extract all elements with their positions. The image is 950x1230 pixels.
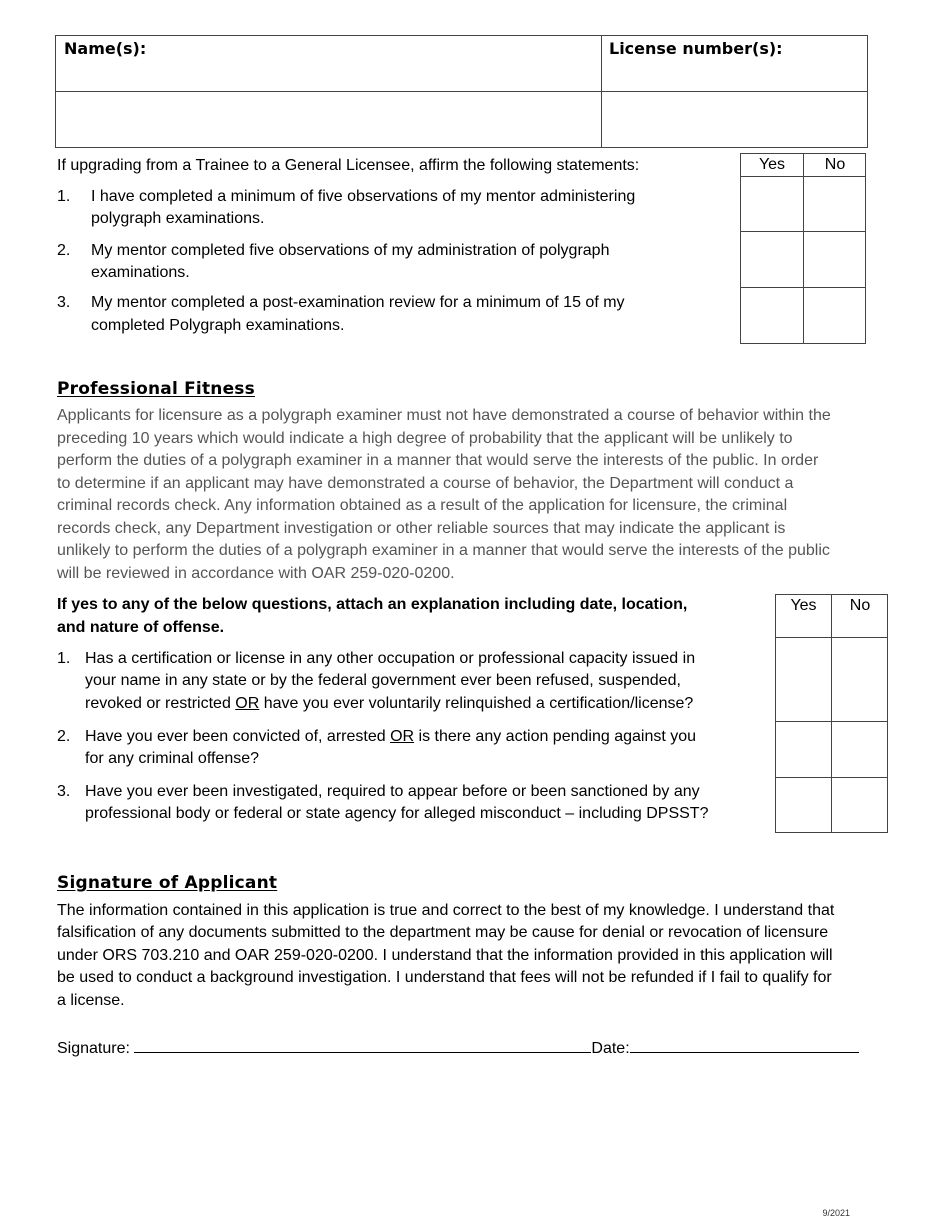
signature-section-title: Signature of Applicant — [57, 873, 278, 893]
question-2-text: for any criminal offense? — [85, 750, 260, 767]
license-label: License number(s): — [609, 39, 783, 58]
fitness-yes-no-grid — [775, 594, 888, 833]
upgrade-item-text: examinations. — [91, 264, 190, 281]
upgrade-item-number: 1. — [57, 188, 71, 205]
signature-paragraph-line: under ORS 703.210 and OAR 259-020-0200. I understand that the information provided in this application will — [57, 947, 833, 964]
professional-fitness-title: Professional Fitness — [57, 379, 255, 399]
signature-paragraph-line: a license. — [57, 992, 125, 1009]
question-1-no-box[interactable] — [832, 638, 888, 721]
question-number: 2. — [57, 728, 71, 745]
upgrade-1-yes-box[interactable] — [741, 177, 803, 231]
signature-row — [57, 1036, 859, 1059]
no-header: No — [849, 597, 871, 614]
header-table — [55, 35, 868, 148]
question-3-text: professional body or federal or state agency for alleged misconduct – including DPSST? — [85, 805, 709, 822]
question-text-part: is there any action pending against you — [414, 728, 697, 745]
question-1-text — [85, 694, 693, 714]
fitness-paragraph-line: criminal records check. Any information obtained as a result of the application for licensure, the criminal — [57, 497, 788, 514]
question-text-part: revoked or restricted — [85, 695, 236, 712]
fitness-paragraph-line: unlikely to perform the duties of a polygraph examiner in a manner that would serve the interests of the public — [57, 542, 830, 559]
revision-date: 9/2021 — [822, 1208, 850, 1218]
upgrade-2-yes-box[interactable] — [741, 232, 803, 287]
question-1-yes-box[interactable] — [776, 638, 831, 721]
question-2-yes-box[interactable] — [776, 722, 831, 777]
signature-paragraph-line: The information contained in this application is true and correct to the best of my knowledge. I understand that — [57, 902, 835, 919]
license-number-field[interactable] — [602, 92, 868, 148]
fitness-instruction: If yes to any of the below questions, attach an explanation including date, location, — [57, 596, 688, 613]
upgrade-item-number: 2. — [57, 242, 71, 259]
question-1-text: your name in any state or by the federal government ever been refused, suspended, — [85, 672, 681, 689]
upgrade-2-no-box[interactable] — [804, 232, 866, 287]
upgrade-item-text: I have completed a minimum of five observations of my mentor administering — [91, 188, 636, 205]
question-number: 3. — [57, 783, 71, 800]
yes-header: Yes — [758, 156, 786, 173]
signature-field[interactable] — [134, 1036, 591, 1053]
question-1-text: Has a certification or license in any other occupation or professional capacity issued in — [85, 650, 696, 667]
signature-label: Signature: — [57, 1040, 135, 1057]
fitness-paragraph-line: Applicants for licensure as a polygraph examiner must not have demonstrated a course of behavior within the — [57, 407, 831, 424]
upgrade-item-text: completed Polygraph examinations. — [91, 317, 345, 334]
date-label: Date: — [591, 1040, 630, 1057]
question-3-text: Have you ever been investigated, required to appear before or been sanctioned by any — [85, 783, 700, 800]
date-field[interactable] — [630, 1036, 859, 1053]
fitness-instruction: and nature of offense. — [57, 619, 225, 636]
question-number: 1. — [57, 650, 71, 667]
upgrade-3-no-box[interactable] — [804, 288, 866, 344]
fitness-paragraph-line: records check, any Department investigation or other reliable sources that may indicate the applicant is — [57, 520, 786, 537]
upgrade-item-text: My mentor completed a post-examination review for a minimum of 15 of my — [91, 294, 625, 311]
upgrade-item-text: My mentor completed five observations of my administration of polygraph — [91, 242, 610, 259]
signature-paragraph-line: be used to conduct a background investigation. I understand that fees will not be refunded if I fail to qualify for — [57, 969, 832, 986]
fitness-paragraph-line: will be reviewed in accordance with OAR 259-020-0200. — [57, 565, 455, 582]
fitness-paragraph-line: perform the duties of a polygraph examiner in a manner that would serve the interests of the public. In order — [57, 452, 819, 469]
or-emphasis: OR — [390, 728, 415, 745]
question-text-part: have you ever voluntarily relinquished a certification/license? — [259, 695, 694, 712]
or-emphasis: OR — [235, 695, 260, 712]
upgrade-3-yes-box[interactable] — [741, 288, 803, 344]
question-3-no-box[interactable] — [832, 778, 888, 833]
upgrade-yes-no-grid — [740, 153, 866, 344]
question-3-yes-box[interactable] — [776, 778, 831, 833]
upgrade-item-text: polygraph examinations. — [91, 210, 265, 227]
fitness-paragraph-line: preceding 10 years which would indicate a high degree of probability that the applicant will be unlikely to — [57, 430, 793, 447]
yes-header: Yes — [790, 597, 817, 614]
upgrade-intro: If upgrading from a Trainee to a General Licensee, affirm the following statements: — [57, 157, 640, 174]
question-text-part: Have you ever been convicted of, arrested — [85, 728, 391, 745]
no-header: No — [824, 156, 846, 173]
upgrade-item-number: 3. — [57, 294, 71, 311]
fitness-paragraph-line: to determine if an applicant may have demonstrated a course of behavior, the Department will conduct a — [57, 475, 794, 492]
signature-paragraph-line: falsification of any documents submitted to the department may be cause for denial or revocation of licensure — [57, 924, 829, 941]
names-label: Name(s): — [64, 39, 147, 58]
question-2-no-box[interactable] — [832, 722, 888, 777]
question-2-text — [85, 727, 696, 747]
upgrade-1-no-box[interactable] — [804, 177, 866, 231]
names-field[interactable] — [56, 92, 601, 148]
